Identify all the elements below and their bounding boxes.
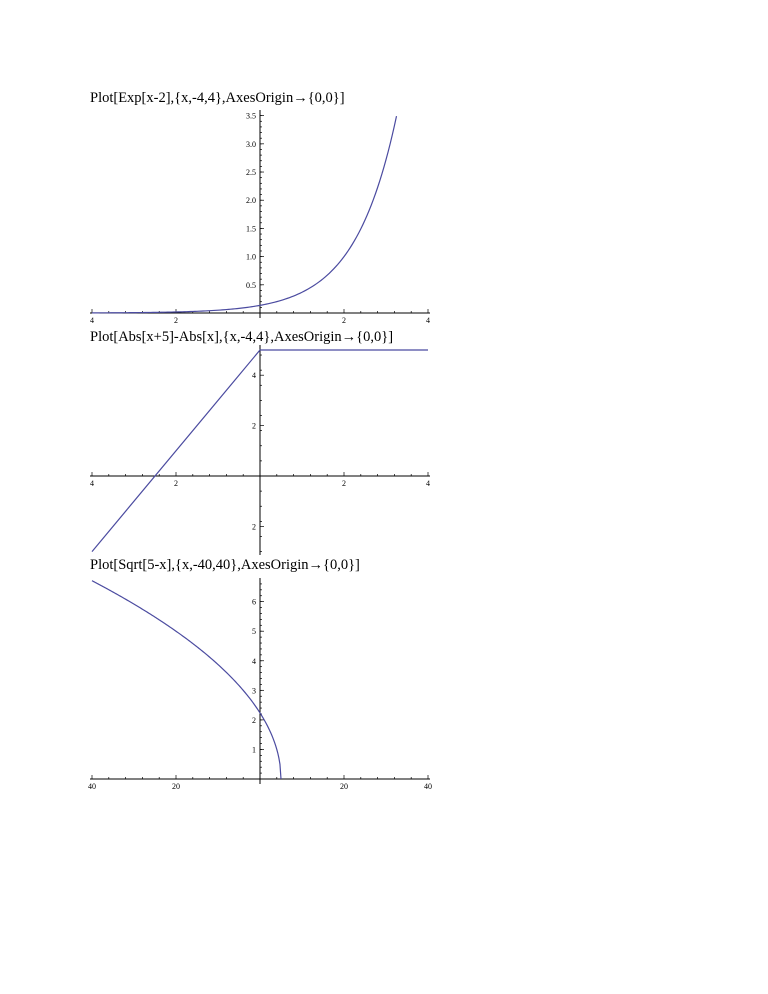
x-tick-label: 40 bbox=[424, 782, 432, 791]
y-tick-label: 2.5 bbox=[246, 168, 256, 178]
x-tick-label: 4 bbox=[90, 479, 94, 488]
x-tick-label: 2 bbox=[174, 479, 178, 488]
y-tick-label: 1.0 bbox=[246, 252, 256, 262]
y-tick-label: 2.0 bbox=[246, 196, 256, 206]
x-tick-label: 20 bbox=[172, 782, 180, 791]
x-tick-label: 2 bbox=[342, 316, 346, 325]
x-tick-label: 4 bbox=[90, 316, 94, 325]
plot-sqrt-command: Plot[Sqrt[5-x],{x,-40,40},AxesOrigin→{0,0}] bbox=[90, 557, 360, 573]
y-tick-label: 3 bbox=[252, 686, 256, 696]
y-tick-label: 4 bbox=[252, 656, 256, 666]
y-tick-label: 5 bbox=[252, 627, 256, 637]
y-tick-label: 3.5 bbox=[246, 111, 256, 121]
y-tick-label: 0.5 bbox=[246, 280, 256, 290]
x-tick-label: 4 bbox=[426, 479, 430, 488]
x-tick-label: 2 bbox=[174, 316, 178, 325]
plot-exp-command: Plot[Exp[x-2],{x,-4,4},AxesOrigin→{0,0}] bbox=[90, 90, 345, 106]
y-tick-label: 6 bbox=[252, 597, 256, 607]
x-tick-label: 40 bbox=[88, 782, 96, 791]
x-tick-label: 4 bbox=[426, 316, 430, 325]
y-tick-label: 1.5 bbox=[246, 224, 256, 234]
y-tick-label: 2 bbox=[252, 421, 256, 431]
y-tick-label: 3.0 bbox=[246, 139, 256, 149]
y-tick-label: 1 bbox=[252, 745, 256, 755]
y-tick-label: 4 bbox=[252, 371, 256, 381]
x-tick-label: 20 bbox=[340, 782, 348, 791]
y-tick-label: 2 bbox=[252, 715, 256, 725]
y-tick-label: 2 bbox=[252, 522, 256, 532]
x-tick-label: 2 bbox=[342, 479, 346, 488]
plot-abs-command: Plot[Abs[x+5]-Abs[x],{x,-4,4},AxesOrigin→{0,0}] bbox=[90, 329, 394, 345]
